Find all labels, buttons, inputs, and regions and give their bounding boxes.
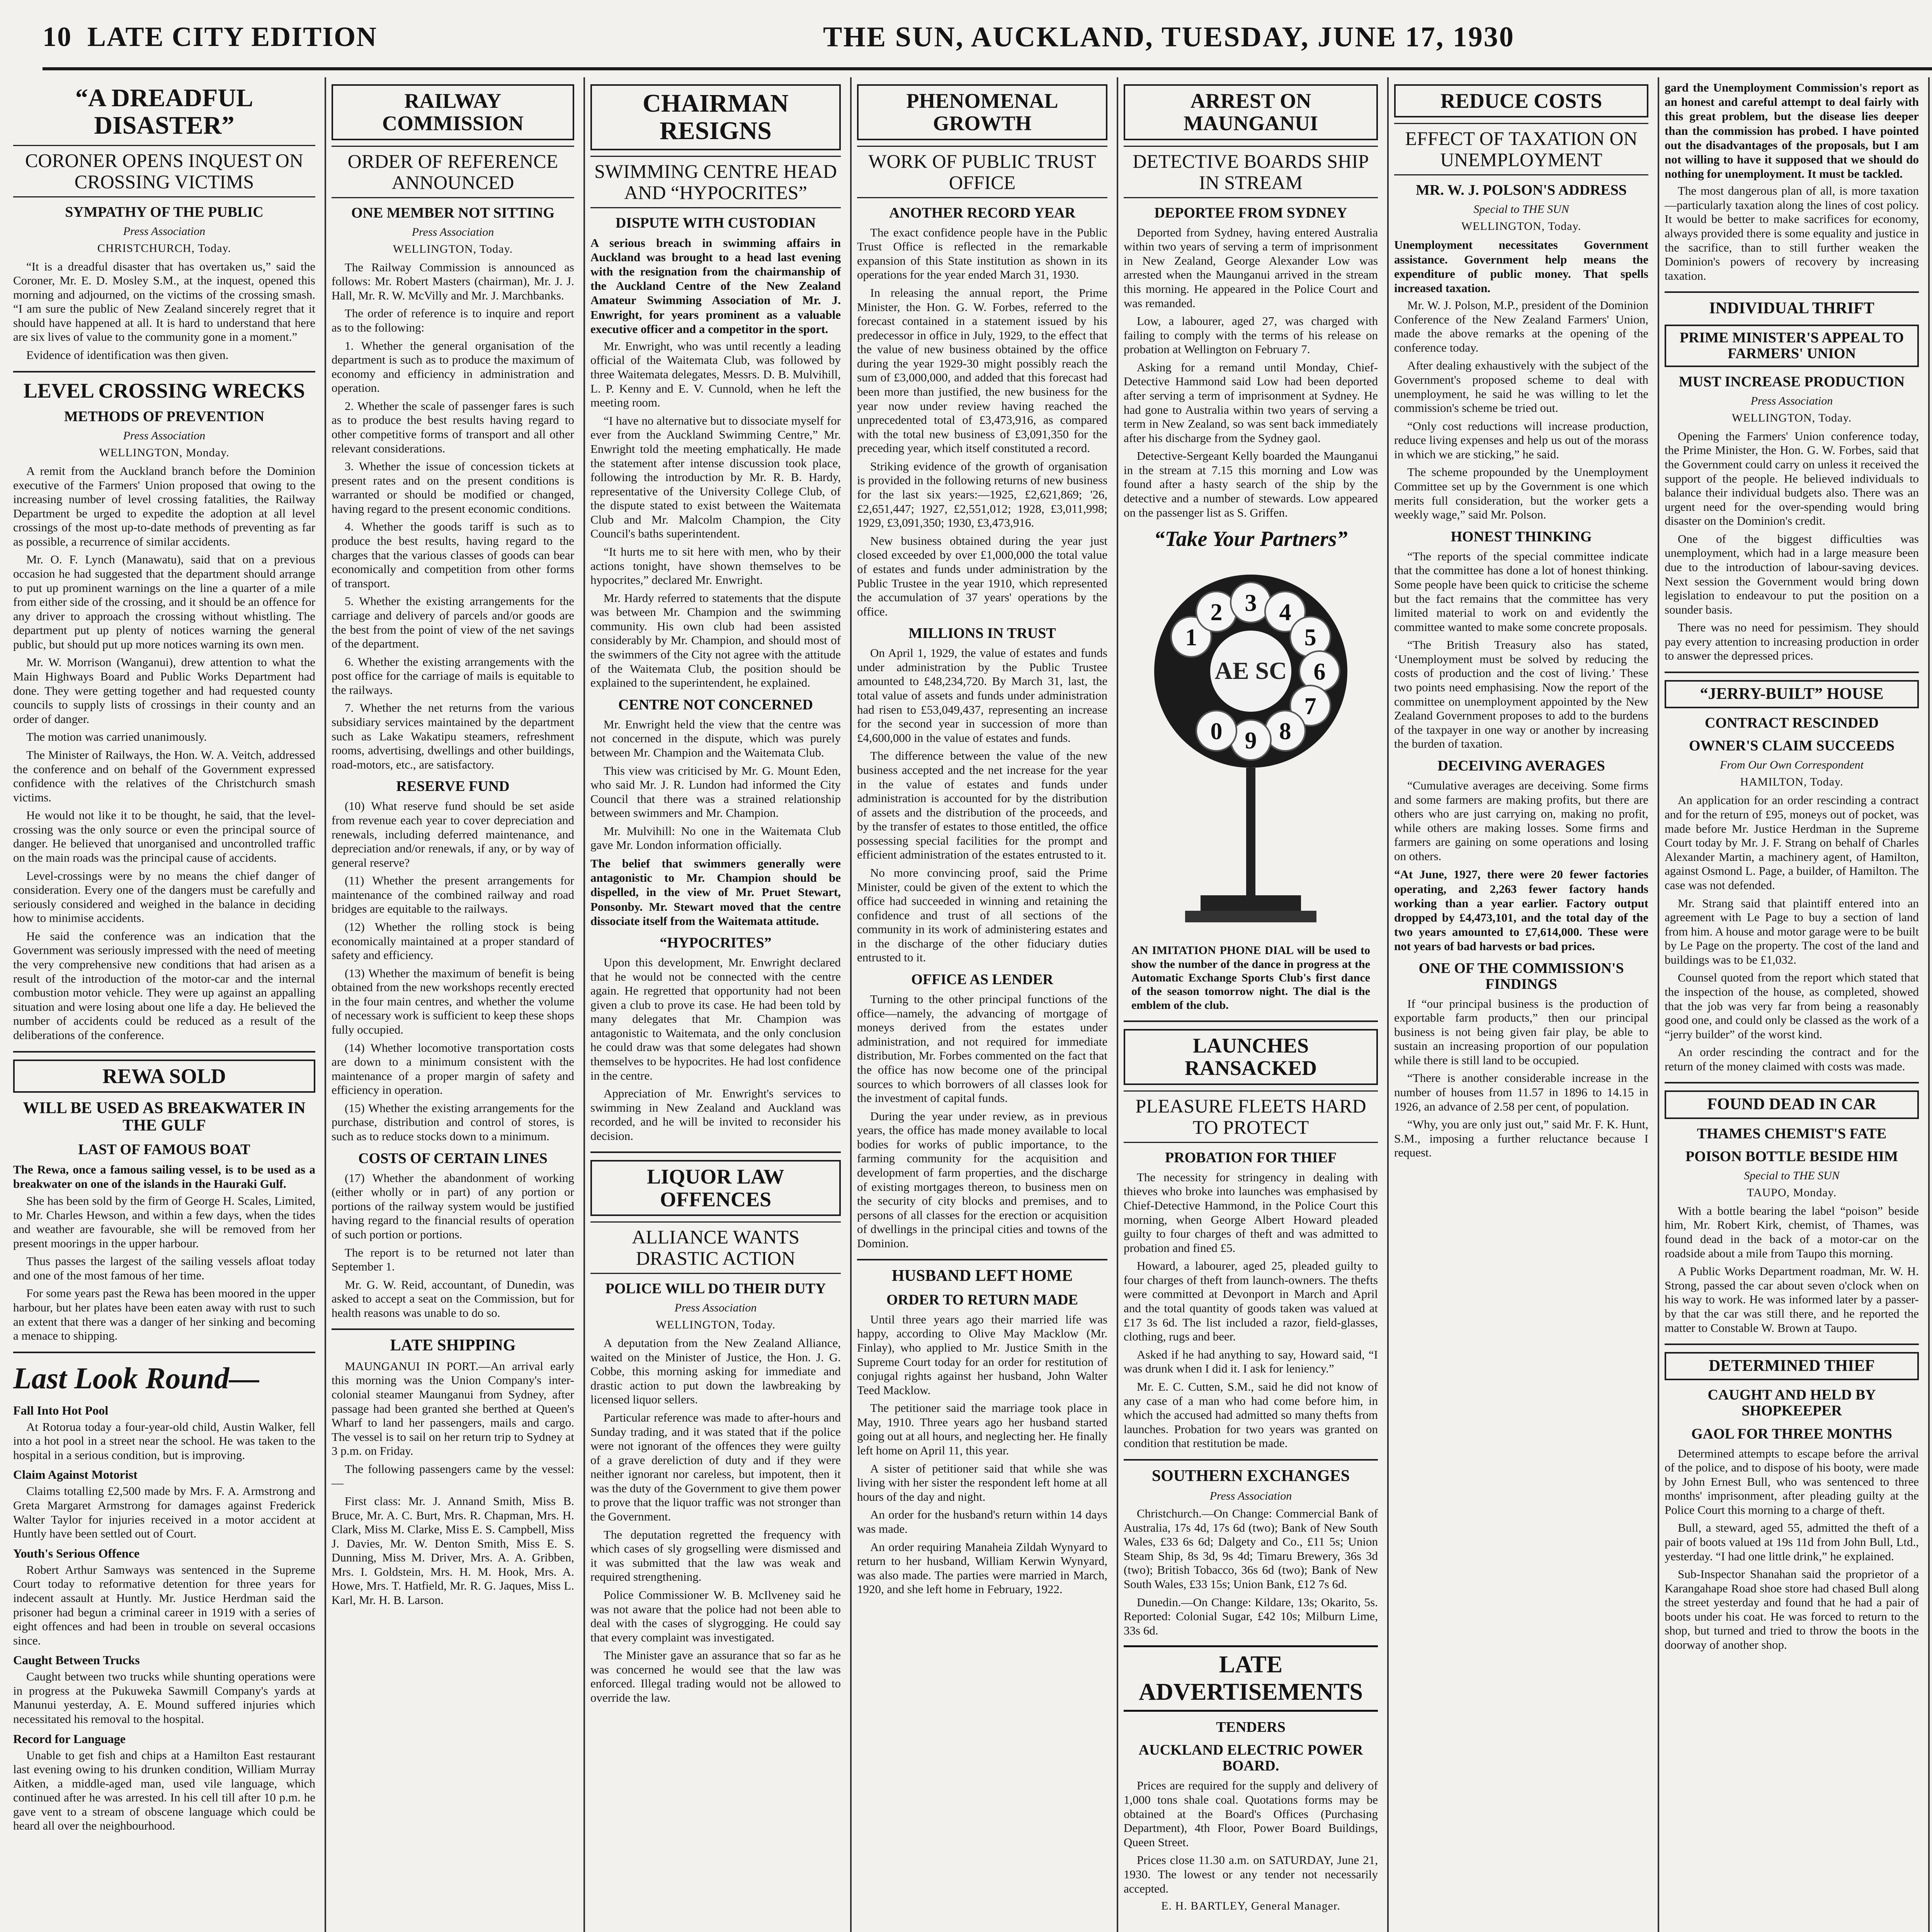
paragraph: This view was criticised by Mr. G. Mount Eden, who said Mr. J. R. Lundon had informed the City Council that there was a strained relationship between swimmers and Mr. Champion. [590,764,841,820]
divider [13,371,315,372]
headline: DETERMINED THIEF [1665,1352,1919,1380]
paragraph: 3. Whether the issue of concession tickets at present rates and on the present conditions is warranted or should be modified or changed, having regard to the present economic conditions. [332,459,574,515]
crosshead: “HYPOCRITES” [660,934,772,951]
paragraph: Asking for a remand until Monday, Chief-Detective Hammond said Low had been deported after serving a term of imprisonment at Sydney. He had gone to Australia within two years of serving a term in New Zealand, so was sent back immediately after his discharge from the Sydney gaol. [1124,360,1378,445]
paragraph: An application for an order rescinding a contract and for the return of £95, moneys out of pocket, was made before Mr. Justice Herdman in the Supreme Court today by Mr. J. F. Strang on behalf of Charles Alexander Martin, a machinery agent, of Hamilton, against Osmond L. Page, a builder, of Hamilton. The case was not defended. [1665,793,1919,892]
phone-dial-figure [1131,527,1370,1012]
column-1 [8,77,321,1932]
news-brief-title: Fall Into Hot Pool [13,1403,109,1417]
paragraph: On April 1, 1929, the value of estates and funds under administration by the Public Trustee amounted to £48,234,720. By March 31, last, the total value of assets and funds under administration had risen to £53,049,437, representing an increase for the second year in succession of more than £4,600,000 in the value of estates and funds. [857,646,1107,745]
paragraph: 4. Whether the goods tariff is such as to produce the best results, having regard to the charges that the various classes of goods can bear economically and competition from other forms of transport. [332,520,574,590]
dial-number: 3 [1245,590,1257,617]
paragraph: Opening the Farmers' Union conference today, the Prime Minister, the Hon. G. W. Forbes, said that the Government could carry on unless it received the support of the people. He believed individuals to balance their individual budgets also. There was an urgent need for the over-spending would bring disaster on the Dominion's credit. [1665,429,1919,528]
paragraph: New business obtained during the year just closed exceeded by over £1,000,000 the total value of estates and funds under administration by the Public Trustee in the year 1910, which represented the accumulation of 37 years' operations by the office. [857,534,1107,618]
paragraph: (15) Whether the existing arrangements for the purchase, distribution and control of stores, is such as to reduce stocks down to a minimum. [332,1101,574,1143]
paragraph: Sub-Inspector Shanahan said the proprietor of a Karangahape Road shoe store had chased Bull along the street yesterday and found that he had a pair of boots under his coat. He was forced to return to the shop, but turned and tried to throw the boots in the doorway of another shop. [1665,1567,1919,1652]
subheadline: CONTRACT RESCINDED [1704,715,1879,731]
paragraph: No more convincing proof, said the Prime Minister, could be given of the extent to which the office had succeeded in winning and retaining the confidence and trust of all sections of the community in its work of administering estates and in the discharge of the other fiduciary duties entrusted to it. [857,866,1107,964]
byline: Special to THE SUN [1744,1169,1840,1182]
lead-paragraph: The Rewa, once a famous sailing vessel, is to be used as a breakwater on one of the islands in the Hauraki Gulf. [13,1162,315,1190]
subheadline: WORK OF PUBLIC TRUST OFFICE [857,146,1107,198]
deck: LAST OF FAMOUS BOAT [78,1141,250,1158]
paragraph: Claims totalling £2,500 made by Mrs. F. A. Armstrong and Greta Margaret Armstrong for damages against Frederick Walter Taylor for injuries received in a motor accident at Huntly have been settled out of Court. [13,1484,315,1541]
headline: HUSBAND LEFT HOME [891,1267,1073,1285]
paragraph: One of the biggest difficulties was unemployment, which had in a large measure been due to the introduction of labour-saving devices. Next session the Government would bring down legislation to endeavour to put the position on a sounder basis. [1665,532,1919,616]
column-7 [1658,77,1924,1932]
paragraph: “The British Treasury also has stated, ‘Unemployment must be solved by reducing the costs of production and the cost of living.’ These two points need emphasising. Now the report of the committee on unemployment appointed by the New Zealand Government proposes to add to the burdens of the taxpayer in one way or another by increasing the burden of taxation. [1394,638,1648,751]
deck: MR. W. J. POLSON'S ADDRESS [1416,182,1627,199]
headline: CHAIRMAN RESIGNS [590,84,841,150]
divider [1665,1344,1919,1345]
paragraph: During the year under review, as in previous years, the office has made money available to local bodies for works of public importance, to the farming community for the acquisition and development of farm properties, and the discharge of existing mortgages thereon, to business men on the security of city blocks and premises, and to persons of all classes for the erection or acquisition of dwellings in the principal cities and towns of the Dominion. [857,1109,1107,1250]
paragraph: After dealing exhaustively with the subject of the Government's proposed scheme to deal with unemployment, he said he was willing to let the commission's scheme be tried out. [1394,359,1648,415]
paragraph: Police Commissioner W. B. McIlveney said he was not aware that the police had not been able to deal with the cases of slygrogging. He could say that every complaint was investigated. [590,1588,841,1644]
column-3 [583,77,846,1932]
divider [1665,672,1919,673]
paragraph: 1. Whether the general organisation of the department is such as to produce the maximum of economy and efficiency in administration and operation. [332,338,574,395]
subheadline: CAUGHT AND HELD BY SHOPKEEPER [1708,1387,1876,1419]
divider [13,1051,315,1053]
paragraph: MAUNGANUI IN PORT.—An arrival early this morning was the Union Company's inter-colonial steamer Maunganui from Sydney, after passage had been granted she berthed at Queen's Wharf to land her passengers, mails and cargo. The vessel is to sail on her return trip to Sydney at 3 p.m. on Friday. [332,1359,574,1458]
paragraph: Evidence of identification was then given. [26,348,229,362]
paragraph: 7. Whether the net returns from the various subsidiary services maintained by the department such as Lake Wakatipu steamers, refreshment rooms, advertising, dwellings and other buildings, road-motors, etc., are satisfactory. [332,701,574,771]
paragraph: Prices close 11.30 a.m. on SATURDAY, June 21, 1930. The lowest or any tender not necessarily accepted. [1124,1853,1378,1895]
crosshead: OFFICE AS LENDER [911,971,1053,988]
lead-paragraph: “At June, 1927, there were 20 fewer factories operating, and 2,263 fewer factory hands working than a year earlier. Factory output dropped by £4,473,101, and the total day of the two years amounted to £7,614,000. These were not years of bad harvests or bad prices. [1394,867,1648,953]
paragraph: “Only cost reductions will increase production, reduce living expenses and help us out of the morass in which we are sticking,” he said. [1394,419,1648,461]
paragraph: Mr. Hardy referred to statements that the dispute was between Mr. Champion and the swimming community. His own club had been assisted considerably by Mr. Champion, and should most of the swimmers of the City not agree with the attitude of the Waitemata Club, the position should be explained to the superintendent, he explained. [590,591,841,690]
paragraph: The Minister gave an assurance that so far as he was concerned he would see that the law was enforced. Illegal trading would not be allowed to override the law. [590,1648,841,1704]
subheadline: DETECTIVE BOARDS SHIP IN STREAM [1124,146,1378,198]
paragraph: The difference between the value of the new business accepted and the net increase for the year in the value of estates and funds under administration is accounted for by the distribution of assets and the distribution of the proceeds, and by the transfer of estates to those entitled, the office possessing special facilities for the prompt and efficient administration of the estates entrusted to it. [857,749,1107,862]
paragraph: (12) Whether the rolling stock is being economically maintained at a proper standard of safety and efficiency. [332,920,574,962]
dateline: HAMILTON, Today. [1740,776,1844,789]
paragraph: 2. Whether the scale of passenger fares is such as to produce the best results having regard to other competitive forms of transport and all other relevant considerations. [332,399,574,455]
dateline: WELLINGTON, Today. [655,1318,776,1332]
news-brief-title: Claim Against Motorist [13,1468,138,1482]
paragraph: He would not like it to be thought, he said, that the level-crossing was the only source or even the principal source of danger. He believed that unorganised and uncontrolled traffic on the main roads was the principal cause of accidents. [13,808,315,864]
paragraph: There was no need for pessimism. They should pay every attention to increasing production in order to answer the depressed prices. [1665,621,1919,663]
paragraph: First class: Mr. J. Annand Smith, Miss B. Bruce, Mr. A. C. Burt, Mrs. R. Chapman, Mrs. H. Clark, Miss M. Clarke, Miss E. S. Campbell, Miss J. Davies, Mr. W. Denton Smith, Miss E. S. Dunning, Miss M. Driver, Mrs. A. A. Gribben, Mrs. I. Goldstein, Mrs. H. M. Hook, Mrs. A. Howe, Mrs. T. Hatfield, Mr. R. G. Jaques, Miss L. Karl, Mr. H. B. Larson. [332,1494,574,1607]
crosshead: CENTRE NOT CONCERNED [618,696,813,713]
paragraph: With a bottle bearing the label “poison” beside him, Mr. Robert Kirk, chemist, of Thames, was found dead in the back of a motor-car on the roadside about a mile from Taupo this morning. [1665,1204,1919,1260]
deck: ANOTHER RECORD YEAR [889,204,1076,221]
paragraph: Mr. Mulvihill: No one in the Waitemata Club gave Mr. London information officially. [590,824,841,852]
page-header-left [43,21,377,53]
headline: LIQUOR LAW OFFENCES [590,1160,841,1216]
paragraph: He said the conference was an indication that the Government was seriously impressed with the need of meeting the very comprehensive new conditions that had arisen as a result of the introduction of the motor-car and the internal combustion motor vehicle. They were up against an appalling situation and were losing about one life a day. He believed the number of accidents could be reduced as a result of the deliberations of the conference. [13,929,315,1042]
paragraph: Christchurch.—On Change: Commercial Bank of Australia, 17s 4d, 17s 6d (two); Bank of New South Wales, £33 6s 6d; Dalgety and Co., £11 5s; Union Steam Ship, 8s 3d, 9s 4d; Timaru Brewery, 36s 3d (two); British Tobacco, 36s 6d (two); Bank of New South Wales, £33 15s; Union Bank, £12 7s 6d. [1124,1507,1378,1591]
paragraph: In releasing the annual report, the Prime Minister, the Hon. G. W. Forbes, referred to the forecast contained in a statement issued by his predecessor in office in July, 1929, to the effect that the value of new business obtained by the office during the year 1929-30 might possibly reach the sum of £3,000,000, and added that this forecast had been more than justified, the new business for the year now under review having reached the unprecedented total of £3,473,916, as compared with the total new business of £3,091,350 for the preceding year, which itself constituted a record. [857,286,1107,455]
subheadline: WILL BE USED AS BREAKWATER IN THE GULF [23,1099,306,1135]
paragraph: The deputation regretted the frequency with which cases of sly grogselling were dismissed and it was submitted that the law was weak and required strengthening. [590,1527,841,1584]
paragraph: She has been sold by the firm of George H. Scales, Limited, to Mr. Charles Hewson, and within a few days, when the tides and weather are favourable, she will be removed from her present moorings in the upper harbour. [13,1194,315,1250]
paragraph: Mr. O. F. Lynch (Manawatu), said that on a previous occasion he had suggested that the department should arrange to put up prominent warnings on the line a quarter of a mile from either side of the crossing, and it should be an offence for any driver to approach the crossing without whistling. The department put up plenty of notices warning the general public, but should put up more notices warning its own men. [13,553,315,651]
deck: POLICE WILL DO THEIR DUTY [605,1281,826,1297]
deck: GAOL FOR THREE MONTHS [1691,1425,1892,1442]
paragraph: The necessity for stringency in dealing with thieves who broke into launches was emphasised by Chief-Detective Hammond, in the Police Court this morning, when George Albert Howard pleaded guilty to four charges of theft and was admitted to probation and fined £5. [1124,1170,1378,1255]
dial-number: 1 [1185,624,1197,651]
paragraph: If “our principal business is the production of exportable farm products,” then our principal business is not being given fair play, be able to sustain an increasing proportion of our population while there is still land to be occupied. [1394,997,1648,1067]
deck: PROBATION FOR THIEF [1165,1149,1337,1166]
subheadline: CORONER OPENS INQUEST ON CROSSING VICTIMS [13,145,315,197]
column-4 [850,77,1113,1932]
headline: “JERRY-BUILT” HOUSE [1665,680,1919,708]
paragraph: Dunedin.—On Change: Kildare, 13s; Okarito, 5s. Reported: Colonial Sugar, £42 10s; Milburn Lime, 33s 6d. [1124,1595,1378,1637]
headline: ARREST ON MAUNGANUI [1124,84,1378,140]
paragraph: Detective-Sergeant Kelly boarded the Maunganui in the stream at 7.15 this morning and Low was found after a hasty search of the ship by the detective and a number of stewards. Low appeared on the passenger list as S. Griffen. [1124,449,1378,519]
deck: DISPUTE WITH CUSTODIAN [615,214,816,231]
headline: REDUCE COSTS [1394,84,1648,117]
column-8 [1928,77,1932,1932]
paragraph: “I have no alternative but to dissociate myself for ever from the Auckland Swimming Centre,” Mr. Enwright told the meeting emphatically. He made the statement after intense discussion took place, following the introduction by Mr. R. B. Hardy, representative of the University College Club, of the dispute stated to exist between the Waitemata Club and Mr. Malcolm Champion, the City Council's baths superintendent. [590,413,841,541]
figure-title: “Take Your Partners” [1154,527,1348,551]
headline: INDIVIDUAL THRIFT [1709,299,1874,318]
paragraph: Mr. Enwright, who was until recently a leading official of the Waitemata Club, was followed by three Waitemata delegates, Messrs. D. B. Mulvihill, L. P. Kenny and E. V. Cunnold, when he left the meeting room. [590,339,841,410]
byline: Press Association [1209,1490,1292,1503]
deck: OWNER'S CLAIM SUCCEEDS [1689,738,1895,754]
news-brief-title: Record for Language [13,1731,126,1746]
paragraph: The exact confidence people have in the Public Trust Office is reflected in the remarkable expansion of this State institution as shown in its operations for the year ended March 31, 1930. [857,225,1107,282]
crosshead: MILLIONS IN TRUST [908,625,1056,642]
paragraph: Prices are required for the supply and delivery of 1,000 tons shale coal. Quotations forms may be obtained at the Board's Offices (Purchasing Department), 4th Floor, Power Board Buildings, Queen Street. [1124,1779,1378,1849]
subheadline: PRIME MINISTER'S APPEAL TO FARMERS' UNION [1665,325,1919,367]
crosshead: ONE OF THE COMMISSION'S FINDINGS [1418,960,1624,992]
column-2 [325,77,580,1932]
headline: REWA SOLD [13,1060,315,1093]
paragraph: Low, a labourer, aged 27, was charged with failing to comply with the terms of his release on probation at Wellington on February 7. [1124,314,1378,356]
paragraph: “Cumulative averages are deceiving. Some firms and some farmers are making profits, but there are others who are just carrying on, making no profit, while others are making losses. Some firms and farmers are gaining on some operations and losing on others. [1394,778,1648,863]
dial-number: 4 [1279,599,1291,626]
dial-number: 7 [1304,693,1316,720]
paper-dateline: THE SUN, AUCKLAND, TUESDAY, JUNE 17, 1930 [823,21,1515,53]
paragraph: Unable to get fish and chips at a Hamilton East restaurant last evening owing to his drunken condition, William Murray Aitken, a middle-aged man, used vile language, which continued after he was arrested. In his cell till after 10 p.m. he gave vent to a stream of obscene language which could be heard all over the neighbourhood. [13,1748,315,1833]
dial-number: 6 [1313,659,1326,685]
news-brief-title: Caught Between Trucks [13,1653,140,1667]
divider [1665,1082,1919,1083]
dial-number: 5 [1304,624,1316,651]
edition-label: LATE CITY EDITION [87,21,378,52]
deck: METHODS OF PREVENTION [64,408,264,425]
divider [857,1259,1107,1260]
headline: RAILWAY COMMISSION [332,84,574,140]
byline: Special to THE SUN [1473,203,1569,216]
paragraph: Mr. Enwright held the view that the centre was not concerned in the dispute, which was purely between Mr. Champion and the Waitemata Club. [590,717,841,759]
paragraph: Turning to the other principal functions of the office—namely, the advancing of mortgage of moneys derived from the estates under administration, and not required for immediate distribution, Mr. Forbes commented on the fact that the office has now become one of the principal sources to which borrowers of all classes look for the investment of capital funds. [857,992,1107,1105]
paragraph: 5. Whether the existing arrangements for the carriage and delivery of parcels and/or goods are the best from the point of view of the net savings of the department. [332,594,574,651]
phone-dial-icon [1143,555,1359,942]
paragraph: Bull, a steward, aged 55, admitted the theft of a pair of boots valued at 19s 11d from John Bull, Ltd., yesterday. “I had one little drink,” he explained. [1665,1521,1919,1563]
ad-signature: E. H. BARTLEY, General Manager. [1161,1900,1340,1913]
subheadline: THAMES CHEMIST'S FATE [1697,1125,1887,1142]
lead-paragraph: A serious breach in swimming affairs in Auckland was brought to a head last evening with the resignation from the chairmanship of the Auckland Centre of the New Zealand Amateur Swimming Association of Mr. J. Enwright, for years prominent as a valuable executive officer and a competitor in the sport. [590,236,841,336]
byline: Press Association [123,429,206,442]
byline: Press Association [674,1301,757,1315]
news-brief-title: Youth's Serious Offence [13,1546,140,1560]
paragraph: The scheme propounded by the Unemployment Committee set up by the Government is one which merits full consideration, but the worker gets a weekly wage,” said Mr. Polson. [1394,465,1648,522]
lead-paragraph: The belief that swimmers generally were antagonistic to Mr. Champion should be dispelled, in the view of Mr. Pruet Stewart, Ponsonby. Mr. Stewart moved that the centre dissociate itself from the Waitemata attitude. [590,856,841,928]
paragraph: Asked if he had anything to say, Howard said, “I was drunk when I did it. I ask for leniency.” [1124,1347,1378,1376]
paragraph: “It hurts me to sit here with men, who by their actions tonight, have shown themselves to be hypocrites,” declared Mr. Enwright. [590,544,841,587]
paragraph: Determined attempts to escape before the arrival of the police, and to dispose of his booty, were made by John Ernest Bull, who was sentenced to three months' imprisonment, after pleading guilty at the Police Court this morning to a charge of theft. [1665,1446,1919,1517]
paragraph: The Minister of Railways, the Hon. W. A. Veitch, addressed the conference and on behalf of the Government expressed confidence with the relatives of the Christchurch smash victims. [13,748,315,804]
subheadline: ALLIANCE WANTS DRASTIC ACTION [590,1221,841,1274]
paragraph: A sister of petitioner said that while she was living with her sister the respondent left home at all hours of the day and night. [857,1461,1107,1503]
paragraph: The motion was carried unanimously. [26,730,207,744]
paragraph: (11) Whether the present arrangements for maintenance of the combined railway and road bridges are equitable to the railways. [332,874,574,916]
crosshead: COSTS OF CERTAIN LINES [358,1150,548,1167]
lead-paragraph: gard the Unemployment Commission's report as an honest and careful attempt to deal fairly with this great problem, but the disease lies deeper than the commission has probed. I have pointed out the disadvantages of the proposals, but I am not willing to have it supposed that we should do nothing for unemployment. It must be tackled. [1665,81,1919,181]
column-5 [1117,77,1383,1932]
subheadline: EFFECT OF TAXATION ON UNEMPLOYMENT [1394,123,1648,175]
dial-number: 0 [1210,718,1223,745]
headline: LEVEL CROSSING WRECKS [23,379,305,402]
paragraph: The petitioner said the marriage took place in May, 1910. Three years ago her husband started going out at all hours, and neglecting her. He finally left home on April 11, this year. [857,1401,1107,1458]
headline: FOUND DEAD IN CAR [1665,1090,1919,1119]
byline: From Our Own Correspondent [1720,759,1864,772]
paragraph: A Public Works Department roadman, Mr. W. H. Strong, passed the car about seven o'clock when on his way to work. He was informed later by a passer-by that the car was still there, and he reported the matter to Constable W. Brown at Taupo. [1665,1264,1919,1335]
paragraph: An order requiring Manaheia Zildah Wynyard to return to her husband, William Kerwin Wynyard, was also made. The parties were married in March, 1920, and she left home in February, 1922. [857,1540,1107,1596]
dial-number: 2 [1210,599,1223,626]
deck: ORDER TO RETURN MADE [886,1291,1078,1308]
crosshead: DECEIVING AVERAGES [1437,757,1605,774]
divider [1665,291,1919,293]
section-title: Last Look Round— [13,1361,260,1395]
paragraph: Mr. G. W. Reid, accountant, of Dunedin, was asked to accept a seat on the Commission, but for health reasons was unable to do so. [332,1277,574,1320]
dateline: WELLINGTON, Today. [1731,411,1852,424]
deck: ONE MEMBER NOT SITTING [351,204,555,221]
byline: Press Association [123,224,206,238]
paragraph: Upon this development, Mr. Enwright declared that he would not be connected with the centre again. He regretted that opportunity had not been given a club to prove its case. He had been told by many delegates that Mr. Champion was antagonistic to Waitemata, and the only conclusion he could draw was that some delegates had shown themselves to be hypocrites. He had lost confidence in the centre. [590,955,841,1082]
paragraph: The report is to be returned not later than September 1. [332,1245,574,1274]
headline: SOUTHERN EXCHANGES [1151,1467,1350,1485]
subheadline: SWIMMING CENTRE HEAD AND “HYPOCRITES” [590,156,841,208]
headline: LATE SHIPPING [390,1337,516,1355]
paragraph: (17) Whether the abandonment of working (either wholly or in part) of any portion or portions of the railway system would be justified having regard to the financial results of operation of such portion or portions. [332,1171,574,1241]
paragraph: For some years past the Rewa has been moored in the upper harbour, but her plates have been eaten away with rust to such an extent that there was a danger of her sinking and becoming a menace to shipping. [13,1286,315,1343]
paragraph: The most dangerous plan of all, is more taxation—particularly taxation along the lines of cost policy. It would be better to make sacrifices for economy, always provided there is some equality and justice in the sacrifice, than to still further weaken the Dominion's powers of recovery by increasing taxation. [1665,184,1919,282]
dateline: WELLINGTON, Monday. [99,446,230,459]
paragraph: (13) Whether the maximum of benefit is being obtained from the new workshops recently erected in the four main centres, and whether the volume of necessary work is sufficient to keep these shops fully occupied. [332,966,574,1037]
paragraph: “The reports of the special committee indicate that the committee has done a lot of honest thinking. Some people have been quick to criticise the scheme but the fact remains that the committee has very limited material to work on and evidently the committee wanted to make some concrete proposals. [1394,549,1648,634]
byline: Press Association [1750,394,1833,407]
paragraph: “There is another considerable increase in the number of houses from 11.57 in 1896 to 14.15 in 1926, an advance of 2.58 per cent, of population. [1394,1071,1648,1113]
divider [1124,1020,1378,1022]
paragraph: Particular reference was made to after-hours and Sunday trading, and it was stated that if the police were not ignorant of the offences they were guilty of a grave dereliction of duty and if they were neither ignorant nor careless, but impotent, then it was the duty of the Government to give them power to prove that the liquor traffic was not stronger than the Government. [590,1411,841,1524]
paragraph: Until three years ago their married life was happy, according to Olive May Macklow (Mr. Finlay), who applied to Mr. Justice Smith in the Supreme Court today for an order for restitution of conjugal rights against her husband, John Walter Teed Macklow. [857,1312,1107,1397]
paragraph: Mr. Strang said that plaintiff entered into an agreement with Le Page to buy a section of land from him. A house and motor garage were to be built by Le Page on the property. The cost of the land and buildings was to be £1,032. [1665,896,1919,966]
divider [13,1352,315,1353]
divider [590,1151,841,1153]
headline: “A DREADFUL DISASTER” [75,84,253,140]
ad-category: TENDERS [1216,1719,1286,1736]
paragraph: The Railway Commission is announced as follows: Mr. Robert Masters (chairman), Mr. J. J. Hall, Mr. R. W. McVilly and Mr. J. Marchbanks. [332,260,574,302]
dateline: TAUPO, Monday. [1747,1186,1837,1199]
paragraph: Counsel quoted from the report which stated that the inspection of the house, as completed, showed that the job was very far from being a reasonably good one, and could only be classed as the work of a “jerry builder” of the worst kind. [1665,971,1919,1041]
paragraph: Deported from Sydney, having entered Australia within two years of serving a term of imprisonment in New Zealand, George Alexander Low was arrested when the Maunganui arrived in the stream this morning. He appeared in the Police Court and was remanded. [1124,225,1378,310]
advertisements-heading: LATE ADVERTISEMENTS [1124,1645,1378,1712]
paragraph: A deputation from the New Zealand Alliance, waited on the Minister of Justice, the Hon. J. G. Cobbe, this morning asking for immediate and drastic action to put down the lawbreaking by licensed liquor sellers. [590,1336,841,1406]
paragraph: Appreciation of Mr. Enwright's services to swimming in New Zealand and Auckland was recorded, and he will be invited to reconsider his decision. [590,1087,841,1143]
column-6 [1387,77,1654,1932]
paragraph: “It is a dreadful disaster that has overtaken us,” said the Coroner, Mr. E. D. Mosley S.M., at the inquest, opened this morning and adjourned, on the victims of the crossing smash. “I am sure the public of New Zealand sincerely regret that it should have happened at all. It is hard to understand that here are six lives of value to the community gone in a moment.” [13,259,315,344]
page-number: 10 [43,21,72,52]
paragraph: (10) What reserve fund should be set aside from revenue each year to cover depreciation and renewals, including deferred maintenance, and depreciation and/or renewals, if any, or by way of general reserve? [332,799,574,869]
paragraph: Thus passes the largest of the sailing vessels afloat today and one of the most famous of her time. [13,1254,315,1282]
dial-emblem-text: AE SC [1214,657,1287,685]
figure-caption: AN IMITATION PHONE DIAL will be used to show the number of the dance in progress at the Automatic Exchange Sports Club's first dance of the season tomorrow night. The dial is the emblem of the club. [1131,944,1370,1012]
byline: Press Association [412,225,494,238]
paragraph: Level-crossings were by no means the chief danger of consideration. Every one of the dangers must be carefully and seriously considered and weighed in the balance in deciding how to minimise accidents. [13,869,315,925]
deck: POISON BOTTLE BESIDE HIM [1685,1148,1898,1165]
masthead [43,9,1932,70]
paragraph: (14) Whether locomotive transportation costs are down to a minimum consistent with the maintenance of a proper margin of safety and efficiency in operation. [332,1041,574,1097]
divider [1124,1459,1378,1461]
paragraph: Mr. E. C. Cutten, S.M., said he did not know of any case of a man who had come before him, in which the accused had admitted so many thefts from launches. Probation for two years was granted on condition that restitution be made. [1124,1379,1378,1450]
dateline: WELLINGTON, Today. [393,242,513,255]
dateline: CHRISTCHURCH, Today. [97,242,231,255]
paragraph: A remit from the Auckland branch before the Dominion executive of the Farmers' Union proposed that owing to the increasing number of level crossing fatalities, the Railway Department be urged to expedite the adoption at all level crossings of the most up-to-date methods of preventing as far as possible, a recurrence of similar accidents. [13,464,315,548]
paragraph: Mr. W. J. Polson, M.P., president of the Dominion Conference of the New Zealand Farmers' Union, made the above remarks at the opening of the conference today. [1394,298,1648,354]
divider [332,1328,574,1330]
paragraph: Caught between two trucks while shunting operations were in progress at the Pukuweka Sawmill Company's yards at Manunui yesterday, A. E. Mound suffered injuries which necessitated his removal to the hospital. [13,1670,315,1726]
ad-advertiser: AUCKLAND ELECTRIC POWER BOARD. [1138,1742,1363,1774]
lead-paragraph: Unemployment necessitates Government assistance. Government help means the expenditure of public money. That spells increased taxation. [1394,238,1648,295]
paragraph: Howard, a labourer, aged 25, pleaded guilty to four charges of theft from launch-owners. The thefts were committed at Devonport in March and April and the total quantity of goods taken was valued at £17 3s 6d. The list included a razor, field-glasses, clothing, rugs and beer. [1124,1259,1378,1344]
crosshead: RESERVE FUND [396,778,510,795]
headline: LAUNCHES RANSACKED [1124,1029,1378,1085]
crosshead: HONEST THINKING [1451,528,1592,545]
paragraph: An order rescinding the contract and for the return of the money claimed with costs was made. [1665,1045,1919,1073]
deck: MUST INCREASE PRODUCTION [1679,373,1905,390]
paragraph: 6. Whether the existing arrangements with the post office for the carriage of mails is equitable to the railways. [332,655,574,697]
dial-number: 8 [1279,718,1291,745]
deck: DEPORTEE FROM SYDNEY [1154,204,1347,221]
paragraph: The following passengers came by the vessel:— [332,1462,574,1490]
paragraph: Mr. W. Morrison (Wanganui), drew attention to what the Main Highways Board and Public Works Department had done. They were getting together and had requested county councils to supply lists of crossings in their county and an order of danger. [13,655,315,726]
subheadline: PLEASURE FLEETS HARD TO PROTECT [1124,1090,1378,1143]
headline: PHENOMENAL GROWTH [857,84,1107,140]
paragraph: Robert Arthur Samways was sentenced in the Supreme Court today to reformative detention for three years for indecent assault at Huntly. Mr. Justice Herdman said the prisoner had begun a criminal career in 1919 with a series of eight offences and had been in trouble on several occasions since. [13,1563,315,1647]
dial-number: 9 [1245,728,1257,754]
paragraph: Striking evidence of the growth of organisation is provided in the following returns of new business for the last six years:—1925, £2,621,869; '26, £2,651,447; 1927, £2,551,012; 1928, £3,011,998; 1929, £3,091,350; 1930, £3,473,916. [857,459,1107,530]
paragraph: “Why, you are only just out,” said Mr. F. K. Hunt, S.M., imposing a further reluctance because I request. [1394,1117,1648,1160]
dateline: WELLINGTON, Today. [1461,220,1582,233]
subheadline: ORDER OF REFERENCE ANNOUNCED [332,146,574,198]
paragraph: At Rotorua today a four-year-old child, Austin Walker, fell into a hot pool in a street near the school. He was taken to the hospital in a serious condition, but is improving. [13,1420,315,1462]
paragraph: An order for the husband's return within 14 days was made. [857,1508,1107,1536]
paragraph: The order of reference is to inquire and report as to the following: [332,306,574,334]
deck: SYMPATHY OF THE PUBLIC [65,204,264,220]
